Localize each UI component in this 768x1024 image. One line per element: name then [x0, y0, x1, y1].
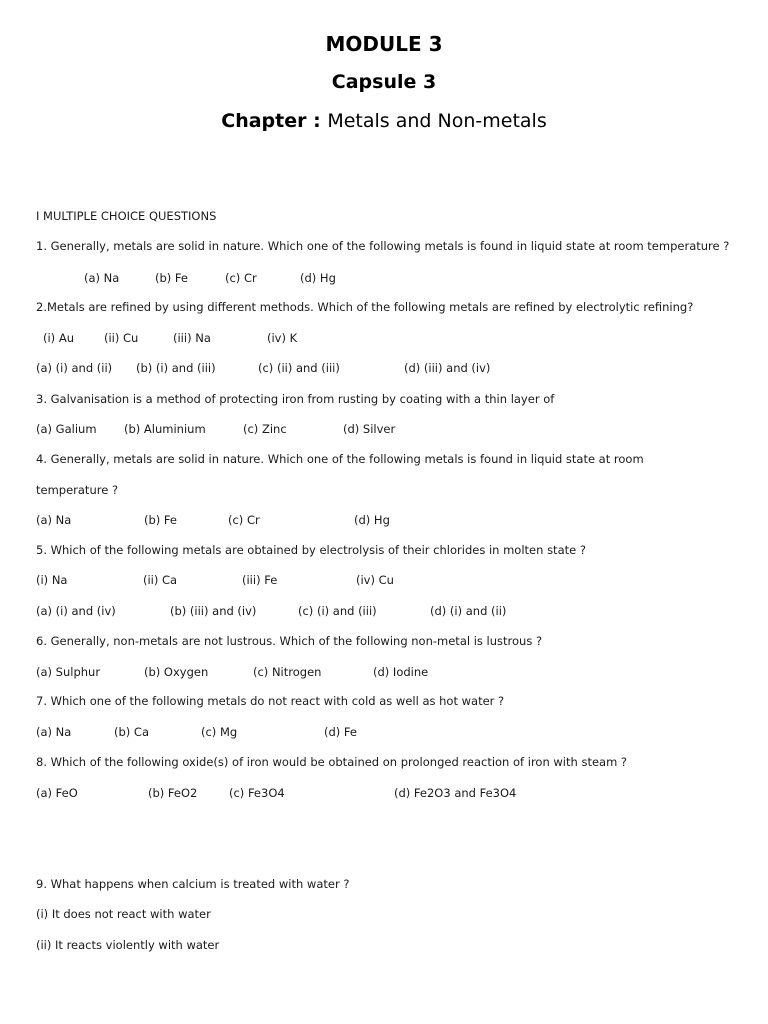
q5-option-c: (c) (i) and (iii) [298, 604, 377, 618]
q5-option-a: (a) (i) and (iv) [36, 604, 116, 618]
q3-option-c: (c) Zinc [243, 422, 287, 436]
q9-option-i: (i) It does not react with water [36, 907, 211, 921]
q4-option-c: (c) Cr [228, 513, 260, 527]
q2-option-c: (c) (ii) and (iii) [258, 361, 340, 375]
capsule-title: Capsule 3 [331, 71, 437, 93]
q2-option-d: (d) (iii) and (iv) [404, 361, 491, 375]
chapter-title [0, 110, 768, 132]
question-5: 5. Which of the following metals are obtained by electrolysis of their chlorides in molten state ? [36, 543, 586, 557]
q2-item-iii: (iii) Na [173, 331, 211, 345]
q5-item-iii: (iii) Fe [242, 573, 278, 587]
section-heading: I MULTIPLE CHOICE QUESTIONS [36, 209, 217, 223]
q3-option-b: (b) Aluminium [124, 422, 206, 436]
q4-option-b: (b) Fe [144, 513, 177, 527]
question-4-line-1: 4. Generally, metals are solid in nature. Which one of the following metals is found in liquid state at room [36, 452, 644, 466]
q6-option-a: (a) Sulphur [36, 665, 101, 679]
q2-item-ii: (ii) Cu [104, 331, 139, 345]
chapter-name: Metals and Non-metals [327, 110, 547, 132]
question-1: 1. Generally, metals are solid in nature. Which one of the following metals is found in liquid state at room temperature ? [36, 239, 730, 253]
q1-option-a: (a) Na [84, 271, 120, 285]
module-title: MODULE 3 [325, 32, 443, 56]
chapter-label: Chapter : [221, 110, 321, 132]
q8-option-d: (d) Fe2O3 and Fe3O4 [394, 786, 517, 800]
question-6: 6. Generally, non-metals are not lustrous. Which of the following non-metal is lustrous ? [36, 634, 543, 648]
question-9: 9. What happens when calcium is treated with water ? [36, 877, 350, 891]
q4-option-a: (a) Na [36, 513, 72, 527]
q6-option-d: (d) Iodine [373, 665, 429, 679]
q1-option-c: (c) Cr [225, 271, 257, 285]
q8-option-a: (a) FeO [36, 786, 78, 800]
q2-option-b: (b) (i) and (iii) [136, 361, 216, 375]
q3-option-d: (d) Silver [343, 422, 396, 436]
question-8: 8. Which of the following oxide(s) of iron would be obtained on prolonged reaction of iron with steam ? [36, 755, 628, 769]
q6-option-b: (b) Oxygen [144, 665, 209, 679]
q5-item-i: (i) Na [36, 573, 68, 587]
q2-option-a: (a) (i) and (ii) [36, 361, 113, 375]
q5-option-d: (d) (i) and (ii) [430, 604, 507, 618]
question-3: 3. Galvanisation is a method of protecting iron from rusting by coating with a thin layer of [36, 392, 555, 406]
q3-option-a: (a) Galium [36, 422, 97, 436]
q9-option-ii: (ii) It reacts violently with water [36, 938, 220, 952]
q7-option-a: (a) Na [36, 725, 72, 739]
q7-option-d: (d) Fe [324, 725, 357, 739]
q4-option-d: (d) Hg [354, 513, 390, 527]
question-4-line-2: temperature ? [36, 483, 119, 497]
q6-option-c: (c) Nitrogen [253, 665, 322, 679]
question-7: 7. Which one of the following metals do not react with cold as well as hot water ? [36, 694, 505, 708]
q5-option-b: (b) (iii) and (iv) [170, 604, 257, 618]
q7-option-b: (b) Ca [114, 725, 150, 739]
question-2: 2.Metals are refined by using different methods. Which of the following metals are refined by electrolytic refining? [36, 300, 694, 314]
q5-item-ii: (ii) Ca [143, 573, 178, 587]
q1-option-d: (d) Hg [300, 271, 336, 285]
q8-option-c: (c) Fe3O4 [229, 786, 285, 800]
q2-item-i: (i) Au [43, 331, 74, 345]
q7-option-c: (c) Mg [201, 725, 238, 739]
q5-item-iv: (iv) Cu [356, 573, 394, 587]
q1-option-b: (b) Fe [155, 271, 188, 285]
q8-option-b: (b) FeO2 [148, 786, 198, 800]
q2-item-iv: (iv) K [267, 331, 298, 345]
